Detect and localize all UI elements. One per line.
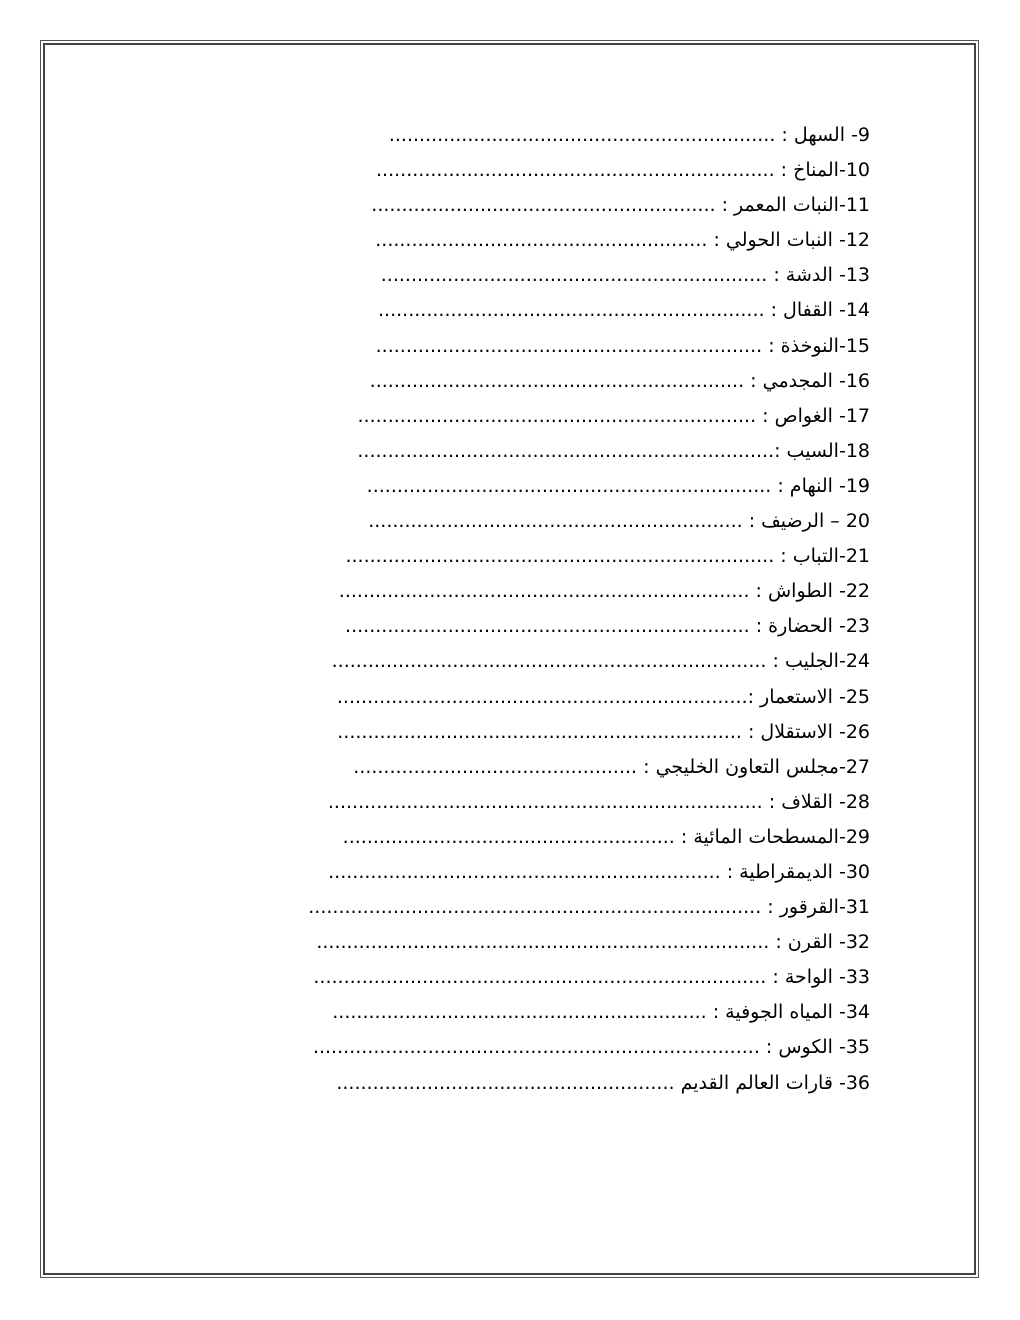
list-item: 31-القرقور : ........................................................................... xyxy=(308,896,870,919)
list-item: 19- النهام : ................................................................... xyxy=(366,474,870,497)
list-item: 27-مجلس التعاون الخليجي : ............................................... xyxy=(353,755,870,778)
list-item: 11-النبات المعمر : ......................................................... xyxy=(371,194,870,217)
list-item: 21-التباب : ....................................................................... xyxy=(345,545,870,568)
list-item: 15-النوخذة : ................................................................ xyxy=(375,334,870,357)
list-item: 18-السيب :..................................................................... xyxy=(357,439,870,462)
list-item: 20 – الرضيف : .............................................................. xyxy=(368,510,870,533)
list-item: 30- الديمقراطية : ................................................................. xyxy=(328,860,870,883)
list-item: 10-المناخ : .................................................................. xyxy=(376,159,870,182)
list-item: 22- الطواش : .................................................................... xyxy=(338,580,870,603)
list-item: 29-المسطحات المائية : ....................................................... xyxy=(342,825,870,848)
list-item: 13- الدشة : ................................................................ xyxy=(380,264,870,287)
list-item: 24-الجليب : ........................................................................ xyxy=(331,650,870,673)
list-item: 12- النبات الحولي : ....................................................... xyxy=(375,229,870,252)
list-item: 26- الاستقلال : ................................................................... xyxy=(337,720,870,743)
list-item: 33- الواحة : ........................................................................... xyxy=(313,966,870,989)
list-item: 16- المجدمي : .............................................................. xyxy=(369,369,870,392)
list-item: 32- القرن : ........................................................................... xyxy=(316,931,870,954)
list-item: 36- قارات العالم القديم ........................................................ xyxy=(336,1071,870,1094)
list-item: 28- القلاف : ........................................................................ xyxy=(327,790,870,813)
list-item: 25- الاستعمار :.................................................................... xyxy=(336,685,870,708)
list-item: 9- السهل : ................................................................ xyxy=(388,124,870,146)
list-item: 34- المياه الجوفية : .............................................................. xyxy=(332,1001,870,1024)
list-item: 14- القفال : ................................................................ xyxy=(378,299,870,322)
list-item: 17- الغواص : .................................................................. xyxy=(357,404,870,427)
list-item: 23- الحضارة : ................................................................... xyxy=(345,615,870,638)
list-item: 35- الكوس : .......................................................................... xyxy=(312,1036,870,1059)
terms-list xyxy=(230,118,870,1101)
